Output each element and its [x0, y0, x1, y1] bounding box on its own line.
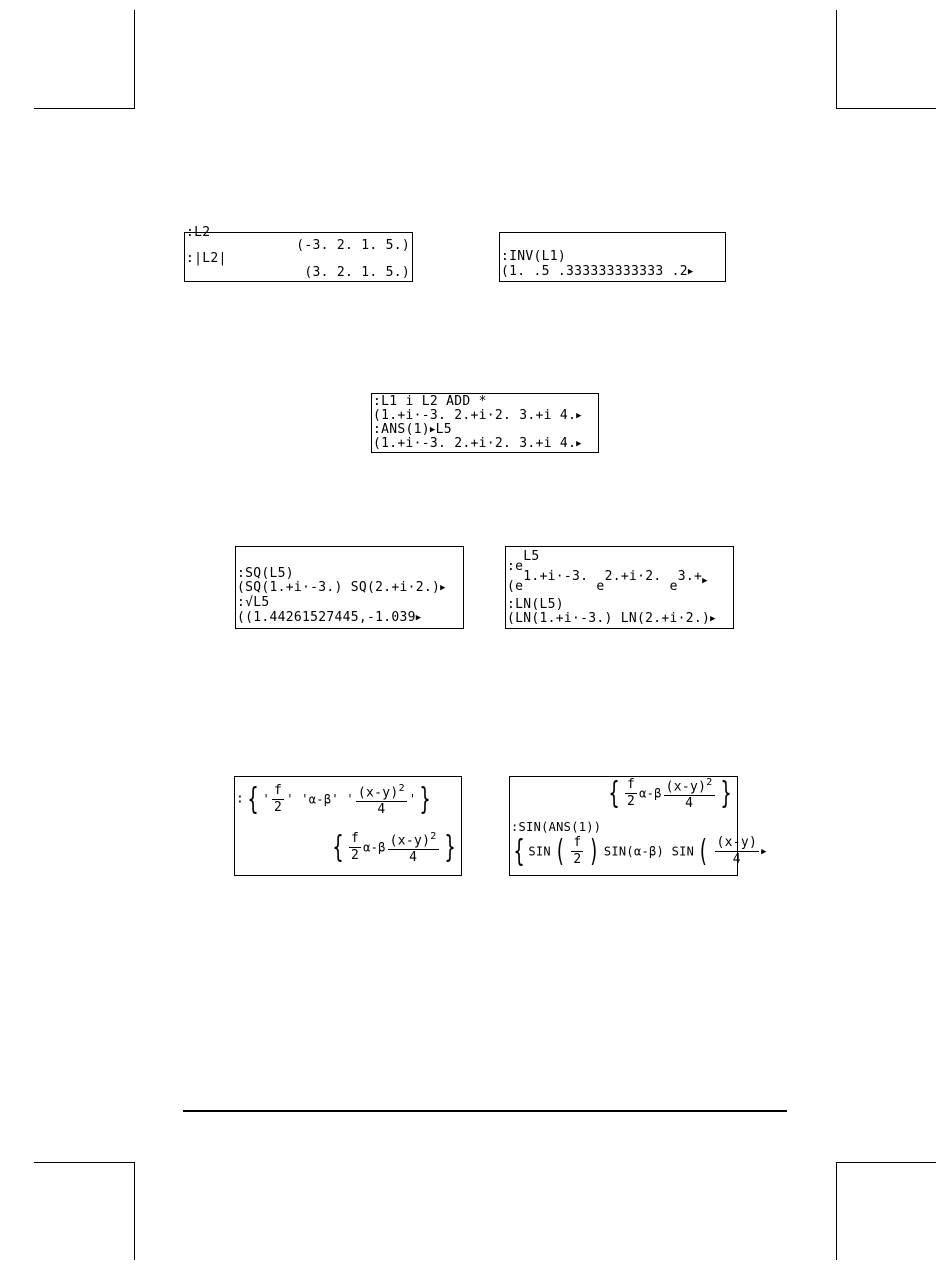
- screen-text: e: [669, 579, 678, 594]
- screen-line: [507, 569, 708, 595]
- screen-line: [373, 423, 452, 437]
- screen-text: SIN(α-β) SIN: [603, 844, 695, 859]
- paren-icon: ): [589, 833, 601, 869]
- screen-line: [237, 611, 422, 625]
- screen-text: L5: [435, 422, 452, 437]
- fraction: [356, 781, 407, 818]
- paren-icon: (: [697, 833, 709, 869]
- brace-icon: {: [332, 829, 344, 865]
- numerator: [664, 775, 715, 796]
- screen-line: [507, 612, 716, 626]
- brace-icon: }: [444, 829, 456, 865]
- calc-screen-abs: [184, 225, 413, 282]
- screen-text: 3.+: [677, 569, 703, 584]
- screen-line: [373, 437, 582, 451]
- screen-text: α-β: [639, 786, 662, 801]
- screen-line: :SQ(L5): [237, 566, 294, 581]
- numerator: (x-y): [716, 835, 758, 850]
- fraction: [664, 775, 715, 812]
- screen-text: (x-y): [389, 833, 431, 849]
- calc-screen-sin: [509, 775, 767, 876]
- fraction: [388, 829, 439, 866]
- denominator: 4: [685, 796, 694, 812]
- brace-icon: {: [608, 775, 620, 811]
- denominator: 4: [409, 850, 418, 866]
- denominator: 4: [732, 852, 741, 867]
- more-right-icon: ▶: [710, 614, 716, 624]
- screen-line: :INV(L1): [501, 249, 567, 264]
- exponent: 2: [706, 777, 713, 788]
- more-right-icon: ▶: [415, 613, 422, 623]
- fraction: [571, 835, 583, 868]
- numerator: f: [350, 831, 360, 847]
- screen-text: (LN(1.+i·-3.) LN(2.+i·2.): [507, 611, 711, 626]
- crop-mark-bottom-right-v: [836, 1162, 837, 1260]
- screen-text: (1. .5 .333333333333 .2: [501, 264, 688, 279]
- calc-screen-symbolic-list: [234, 776, 462, 876]
- numerator: [356, 781, 407, 802]
- screen-text: :ANS(1): [373, 422, 430, 437]
- screen-text: L5: [523, 549, 540, 564]
- crop-mark-top-right-v: [836, 10, 837, 109]
- calc-screen-sq: [235, 546, 464, 629]
- denominator: 2: [350, 848, 360, 864]
- exponent: 2: [430, 831, 437, 842]
- more-right-icon: ▶: [440, 583, 446, 593]
- screen-text: α-β: [308, 792, 332, 807]
- screen-text: (SQ(1.+i·-3.) SQ(2.+i·2.): [237, 580, 441, 595]
- screen-text: 2.+i·2.: [604, 569, 662, 584]
- screen-line: :LN(L5): [507, 597, 564, 612]
- screen-line: (3. 2. 1. 5.): [304, 265, 410, 280]
- screen-line: (-3. 2. 1. 5.): [296, 238, 410, 253]
- crop-mark-bottom-left-v: [134, 1162, 135, 1260]
- store-arrow-icon: ▶: [429, 425, 436, 435]
- screen-line: :|L2|: [186, 251, 227, 266]
- fraction: [715, 835, 760, 868]
- screen-text: 1.+i·-3.: [523, 569, 589, 584]
- denominator: 2: [274, 800, 283, 816]
- fraction: [349, 831, 361, 864]
- screen-text: (x-y): [357, 785, 399, 801]
- crop-mark-bottom-right-h: [836, 1162, 936, 1163]
- screen-text: (1.+i·-3. 2.+i·2. 3.+i 4.: [373, 408, 577, 423]
- numerator: [388, 829, 439, 850]
- more-right-icon: ▶: [761, 847, 767, 857]
- screen-line: :L1 i L2 ADD *: [373, 394, 487, 409]
- denominator: 4: [377, 802, 386, 818]
- numerator: f: [274, 783, 283, 799]
- screen-text: e: [596, 579, 605, 594]
- footer-rule: [183, 1110, 787, 1112]
- crop-mark-top-left-v: [134, 10, 135, 109]
- screen-line: [510, 835, 767, 868]
- more-right-icon: ▶: [687, 267, 694, 277]
- paren-icon: (: [554, 833, 566, 869]
- screen-line: :L2: [186, 225, 211, 240]
- screen-line: [237, 581, 446, 595]
- more-right-icon: ▶: [702, 576, 708, 586]
- brace-icon: }: [420, 781, 432, 817]
- screen-text: :e: [507, 559, 524, 574]
- denominator: 2: [573, 852, 582, 867]
- calc-screen-inv: [499, 232, 726, 282]
- denominator: 2: [626, 794, 636, 810]
- screen-line: :SIN(ANS(1)): [511, 820, 602, 834]
- screen-text: SIN: [528, 844, 551, 859]
- exponent: 2: [398, 783, 405, 794]
- numerator: f: [573, 835, 582, 850]
- screen-text: α-β: [363, 840, 386, 855]
- brace-icon: {: [513, 833, 525, 869]
- brace-icon: {: [247, 781, 259, 817]
- more-right-icon: ▶: [576, 439, 582, 449]
- crop-mark-top-left-h: [34, 108, 135, 109]
- calc-screen-add: [371, 393, 599, 453]
- screen-line: : { ' $\frac{f}{2}$ ' 'α-β' ' $\frac{(x-y)^2}{4}$ ' }: [236, 781, 432, 818]
- screen-text: (x-y): [665, 779, 707, 795]
- screen-text: (1.+i·-3. 2.+i·2. 3.+i 4.: [373, 436, 577, 451]
- screen-text: (e: [507, 579, 524, 594]
- calc-screen-exp-ln: [505, 546, 734, 629]
- fraction: [272, 783, 284, 816]
- brace-icon: }: [720, 775, 732, 811]
- screen-text: :: [236, 791, 245, 807]
- screen-text: ((1.44261527445,-1.039: [237, 610, 416, 625]
- crop-mark-bottom-left-h: [34, 1162, 135, 1163]
- more-right-icon: ▶: [576, 411, 582, 421]
- screen-line: [329, 829, 459, 866]
- fraction: [625, 777, 637, 810]
- screen-line: [605, 775, 735, 812]
- screen-line: [373, 409, 582, 423]
- screen-line: :√L5: [237, 595, 270, 610]
- crop-mark-top-right-h: [836, 108, 936, 109]
- screen-line: [501, 265, 694, 279]
- numerator: f: [626, 777, 636, 793]
